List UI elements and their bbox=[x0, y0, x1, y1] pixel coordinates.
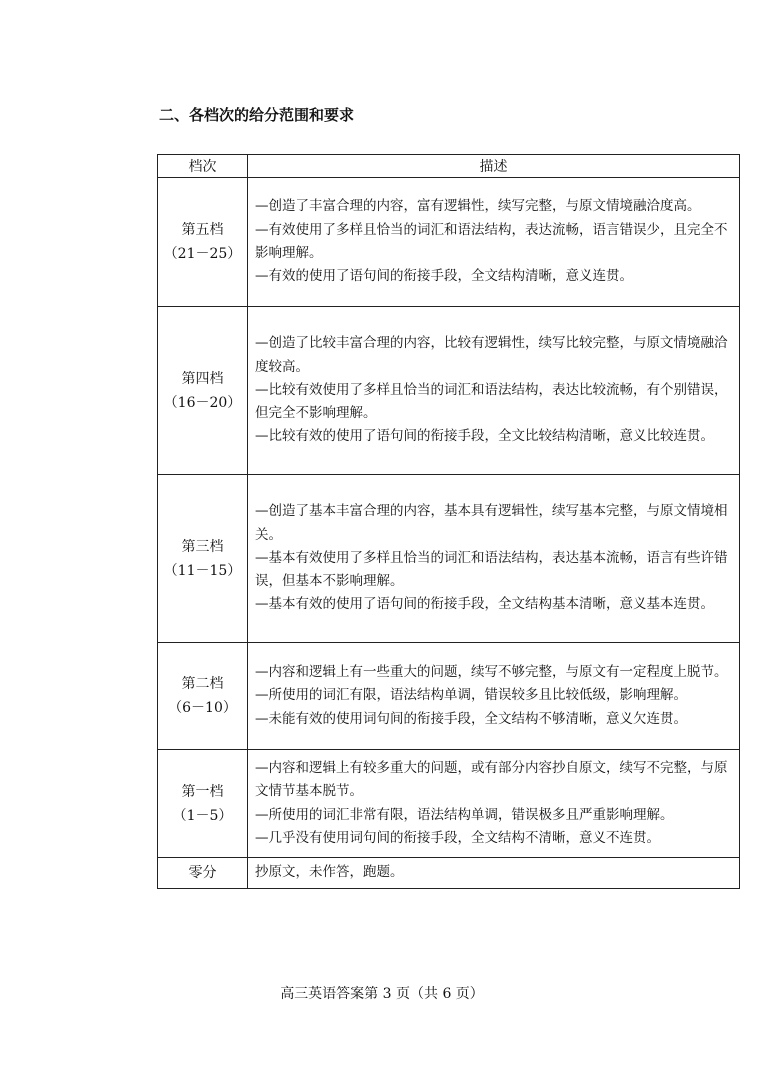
level-range: （21－25） bbox=[163, 246, 242, 262]
description-cell bbox=[248, 858, 740, 889]
description-line: —基本有效的使用了语句间的衔接手段，全文结构基本清晰，意义基本连贯。 bbox=[255, 596, 714, 613]
description-line: —创造了丰富合理的内容，富有逻辑性，续写完整，与原文情境融洽度高。 bbox=[255, 198, 701, 215]
description-cell bbox=[248, 750, 740, 858]
description-line: —创造了比较丰富合理的内容，比较有逻辑性，续写比较完整，与原文情境融洽度较高。 bbox=[255, 335, 728, 375]
description-line: 抄原文，未作答，跑题。 bbox=[255, 864, 404, 881]
level-name: 零分 bbox=[188, 865, 217, 881]
level-name: 第三档 bbox=[181, 538, 224, 555]
level-range: （16－20） bbox=[163, 394, 242, 411]
level-range: （1－5） bbox=[172, 807, 233, 824]
description-line: —所使用的词汇非常有限，语法结构单调，错误极多且严重影响理解。 bbox=[255, 806, 674, 823]
description-line: —比较有效使用了多样且恰当的词汇和语法结构，表达比较流畅，有个别错误，但完全不影响理解。 bbox=[255, 381, 728, 422]
level-range: （6－10） bbox=[168, 700, 237, 716]
description-cell bbox=[248, 643, 740, 750]
description-line: —比较有效的使用了语句间的衔接手段，全文比较结构清晰，意义比较连贯。 bbox=[255, 428, 714, 445]
description-line: —有效使用了多样且恰当的词汇和语法结构，表达流畅，语言错误少，且完全不影响理解。 bbox=[255, 221, 728, 261]
level-cell bbox=[158, 307, 248, 475]
level-name: 第一档 bbox=[181, 783, 224, 800]
table-row bbox=[158, 178, 740, 307]
level-name: 第四档 bbox=[181, 370, 224, 387]
description-line: —创造了基本丰富合理的内容，基本具有逻辑性，续写基本完整，与原文情境相关。 bbox=[255, 503, 728, 543]
page-footer: 高三英语答案第 3 页（共 6 页） bbox=[280, 986, 484, 1002]
section-heading: 二、各档次的给分范围和要求 bbox=[159, 106, 355, 124]
table-header-row bbox=[158, 155, 740, 178]
level-cell bbox=[158, 178, 248, 307]
description-cell bbox=[248, 475, 740, 643]
description-line: —内容和逻辑上有一些重大的问题，续写不够完整，与原文有一定程度上脱节。 bbox=[255, 664, 728, 681]
table-row bbox=[158, 307, 740, 475]
level-range: （11－15） bbox=[163, 562, 242, 579]
level-cell bbox=[158, 858, 248, 889]
description-line: —几乎没有使用词句间的衔接手段，全文结构不清晰，意义不连贯。 bbox=[255, 829, 660, 846]
description-line: —内容和逻辑上有较多重大的问题，或有部分内容抄自原文，续写不完整，与原文情节基本脱节。 bbox=[255, 759, 728, 800]
level-name: 第二档 bbox=[181, 676, 224, 692]
description-line: —有效的使用了语句间的衔接手段，全文结构清晰，意义连贯。 bbox=[255, 268, 633, 285]
level-name: 第五档 bbox=[181, 222, 224, 238]
description-line: —基本有效使用了多样且恰当的词汇和语法结构，表达基本流畅，语言有些许错误，但基本不影响理解。 bbox=[255, 549, 728, 590]
description-cell bbox=[248, 178, 740, 307]
header-description: 描述 bbox=[248, 155, 740, 178]
table-row bbox=[158, 858, 740, 889]
table-row bbox=[158, 750, 740, 858]
level-cell bbox=[158, 750, 248, 858]
grading-table bbox=[157, 154, 740, 889]
description-line: —所使用的词汇有限，语法结构单调，错误较多且比较低级，影响理解。 bbox=[255, 687, 687, 704]
level-cell bbox=[158, 475, 248, 643]
level-cell bbox=[158, 643, 248, 750]
table-row bbox=[158, 643, 740, 750]
description-line: —未能有效的使用词句间的衔接手段，全文结构不够清晰，意义欠连贯。 bbox=[255, 710, 687, 727]
table-row bbox=[158, 475, 740, 643]
header-level: 档次 bbox=[158, 155, 248, 178]
description-cell bbox=[248, 307, 740, 475]
